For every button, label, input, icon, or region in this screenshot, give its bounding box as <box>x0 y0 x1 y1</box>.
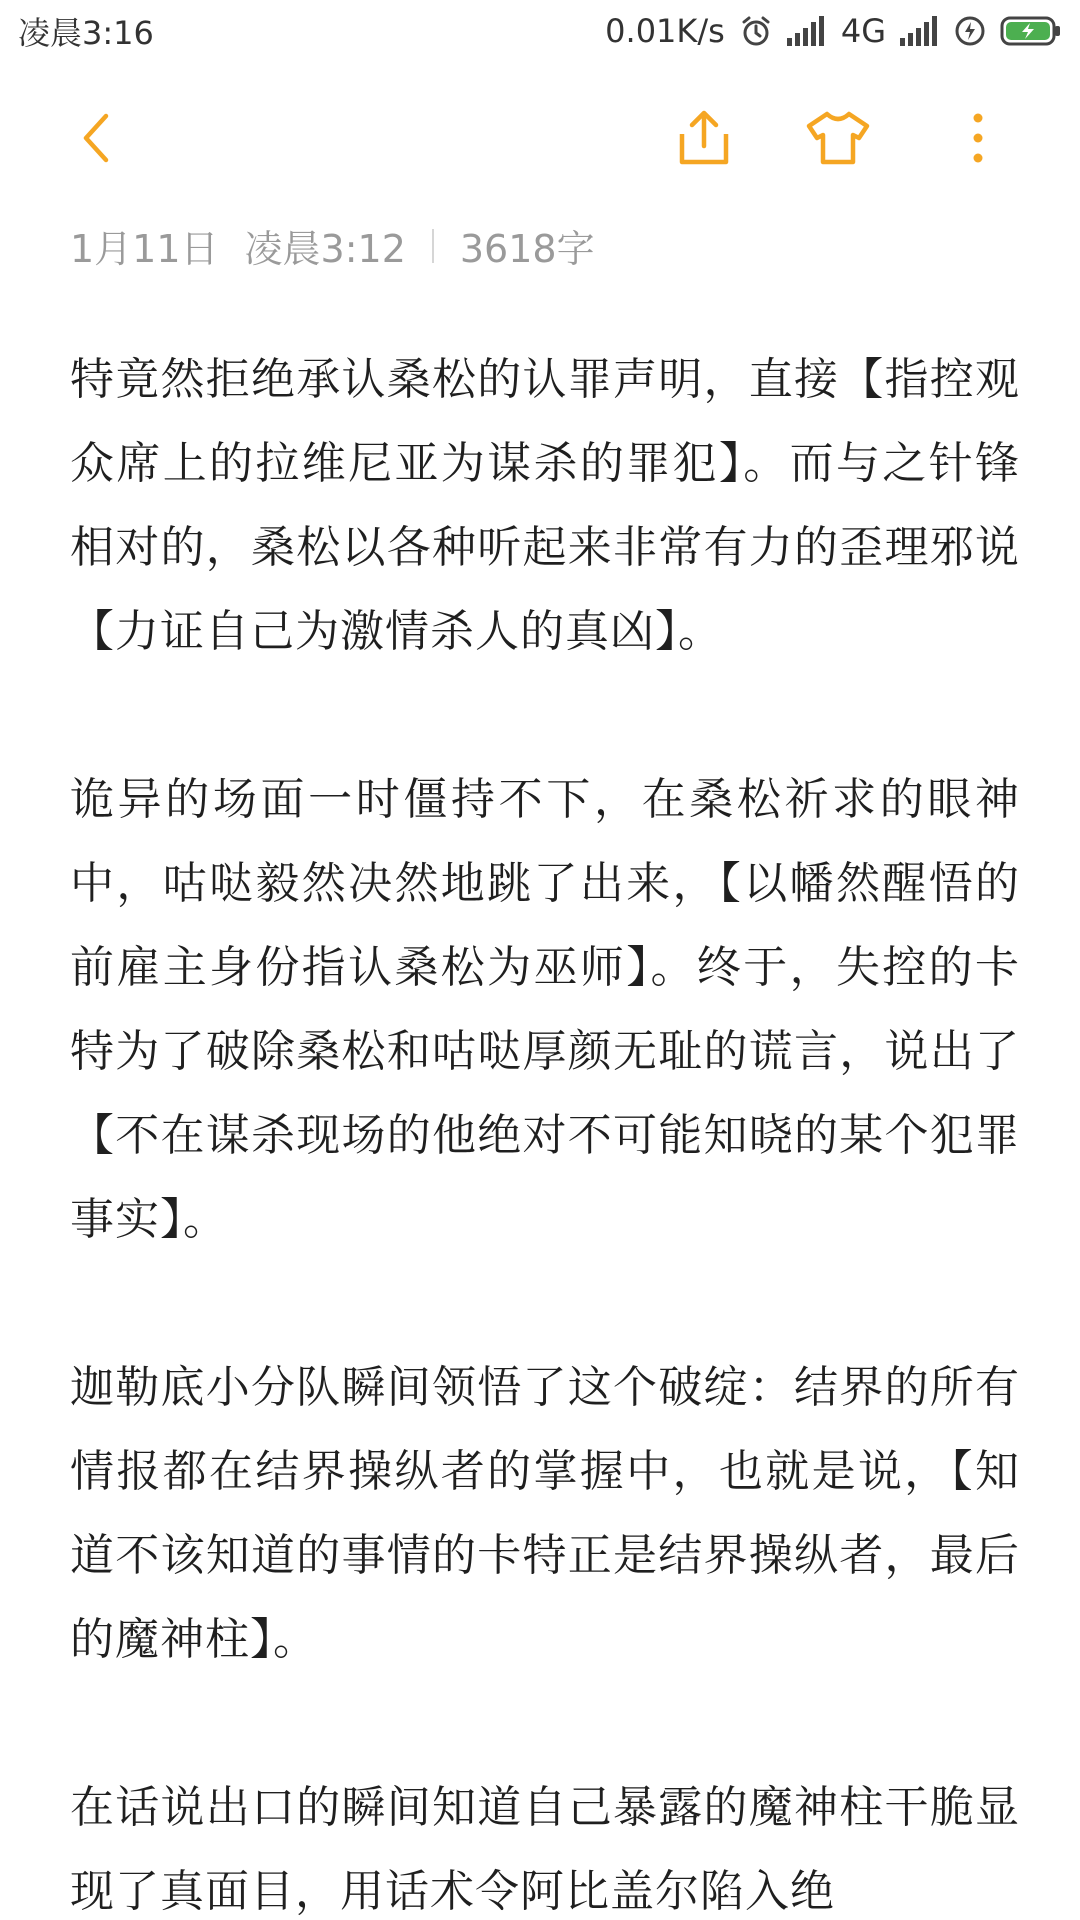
meta-divider <box>432 229 434 263</box>
share-icon <box>676 108 732 172</box>
word-count: 3618字 <box>459 227 595 271</box>
signal-icon <box>787 16 827 46</box>
note-time: 凌晨3:12 <box>244 227 406 271</box>
alarm-icon <box>739 14 773 48</box>
theme-icon <box>803 108 873 172</box>
note-paragraph: 诡异的场面一时僵持不下，在桑松祈求的眼神中，咕哒毅然决然地跳了出来，【以幡然醒悟的前雇主身份指认桑松为巫师】。终于，失控的卡特为了破除桑松和咕哒厚颜无耻的谎言，说出了【不在谋杀现场的他绝对不可能知晓的某个犯罪事实】。 <box>70 774 1020 1245</box>
note-date: 1月11日 <box>70 227 219 271</box>
note-paragraph: 迦勒底小分队瞬间领悟了这个破绽：结界的所有情报都在结界操纵者的掌握中，也就是说，【知道不该知道的事情的卡特正是结界操纵者，最后的魔神柱】。 <box>70 1362 1020 1665</box>
note-toolbar <box>0 92 1080 188</box>
status-bar <box>0 0 1080 62</box>
status-time: 凌晨3:16 <box>18 14 154 52</box>
more-icon <box>970 108 986 172</box>
note-body[interactable] <box>70 338 1020 1920</box>
back-icon <box>76 108 116 172</box>
note-meta <box>70 218 595 273</box>
network-type: 4G <box>840 12 886 50</box>
note-paragraph: 特竟然拒绝承认桑松的认罪声明，直接【指控观众席上的拉维尼亚为谋杀的罪犯】。而与之针锋相对的，桑松以各种听起来非常有力的歪理邪说【力证自己为激情杀人的真凶】。 <box>70 354 1020 657</box>
network-speed: 0.01K/s <box>605 12 725 50</box>
status-indicators <box>605 12 1062 50</box>
more-button[interactable] <box>938 92 1018 188</box>
nfc-icon <box>954 15 986 47</box>
battery-charging-icon <box>1000 16 1062 46</box>
theme-button[interactable] <box>798 92 878 188</box>
note-paragraph: 在话说出口的瞬间知道自己暴露的魔神柱干脆显现了真面目，用话术令阿比盖尔陷入绝 <box>70 1782 1020 1917</box>
signal-icon <box>900 16 940 46</box>
share-button[interactable] <box>664 92 744 188</box>
back-button[interactable] <box>56 92 136 188</box>
